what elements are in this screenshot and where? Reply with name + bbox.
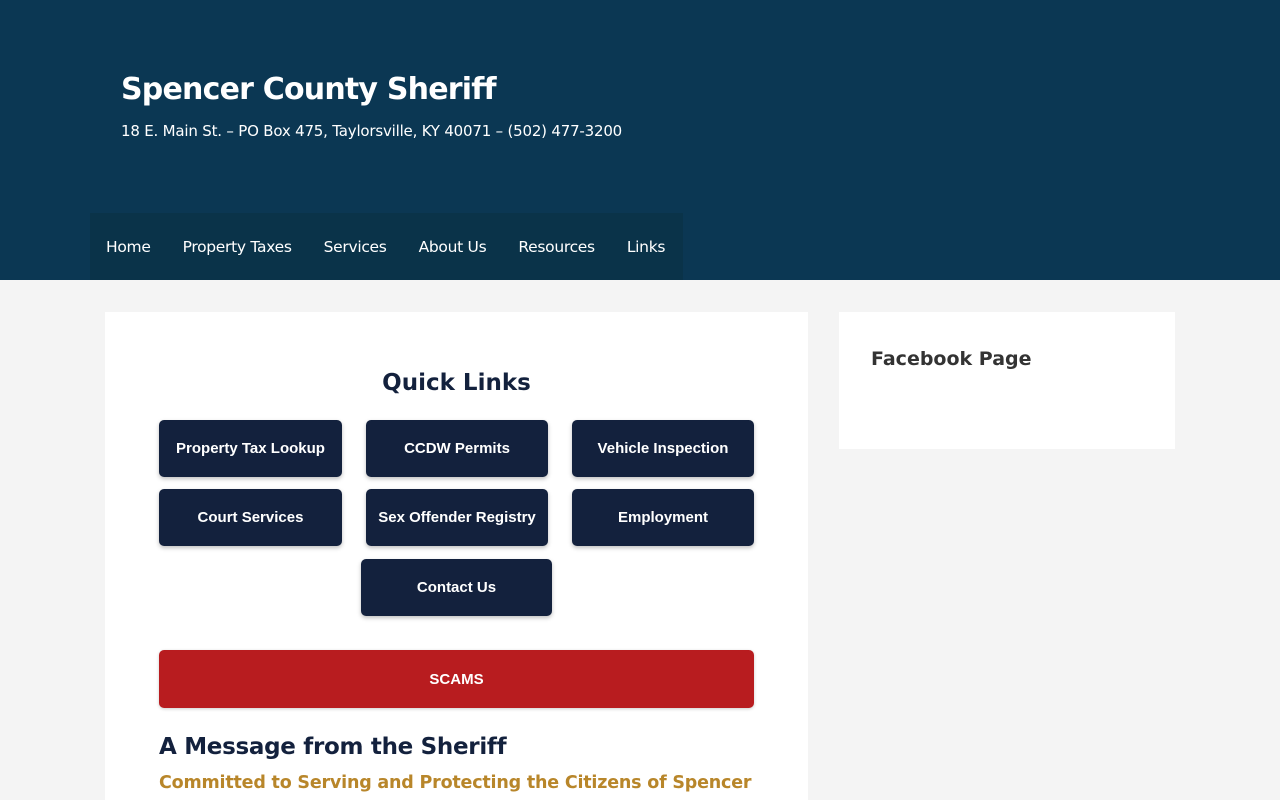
sheriff-message-title: A Message from the Sheriff bbox=[159, 734, 507, 760]
property-tax-lookup-button[interactable]: Property Tax Lookup bbox=[159, 420, 342, 477]
contact-us-button[interactable]: Contact Us bbox=[361, 559, 552, 616]
sidebar-widget bbox=[839, 312, 1175, 449]
scams-button[interactable]: SCAMS bbox=[159, 650, 754, 708]
vehicle-inspection-button[interactable]: Vehicle Inspection bbox=[572, 420, 754, 477]
nav-item-services[interactable]: Services bbox=[323, 237, 387, 256]
nav-item-resources[interactable]: Resources bbox=[518, 237, 595, 256]
site-title[interactable]: Spencer County Sheriff bbox=[121, 72, 496, 107]
site-header bbox=[0, 0, 1280, 280]
main-nav bbox=[90, 213, 683, 280]
nav-item-about-us[interactable]: About Us bbox=[418, 237, 487, 256]
sheriff-message-subtitle: Committed to Serving and Protecting the Citizens of Spencer bbox=[159, 773, 752, 793]
site-description: 18 E. Main St. – PO Box 475, Taylorsville, KY 40071 – (502) 477-3200 bbox=[121, 122, 623, 140]
nav-item-links[interactable]: Links bbox=[626, 237, 666, 256]
ccdw-permits-button[interactable]: CCDW Permits bbox=[366, 420, 548, 477]
quick-links-title: Quick Links bbox=[382, 370, 531, 396]
employment-button[interactable]: Employment bbox=[572, 489, 754, 546]
sex-offender-registry-button[interactable]: Sex Offender Registry bbox=[366, 489, 548, 546]
facebook-widget-title: Facebook Page bbox=[871, 348, 1032, 370]
court-services-button[interactable]: Court Services bbox=[159, 489, 342, 546]
nav-item-property-taxes[interactable]: Property Taxes bbox=[182, 237, 292, 256]
nav-item-home[interactable]: Home bbox=[106, 237, 151, 256]
main-content-card bbox=[105, 312, 808, 800]
